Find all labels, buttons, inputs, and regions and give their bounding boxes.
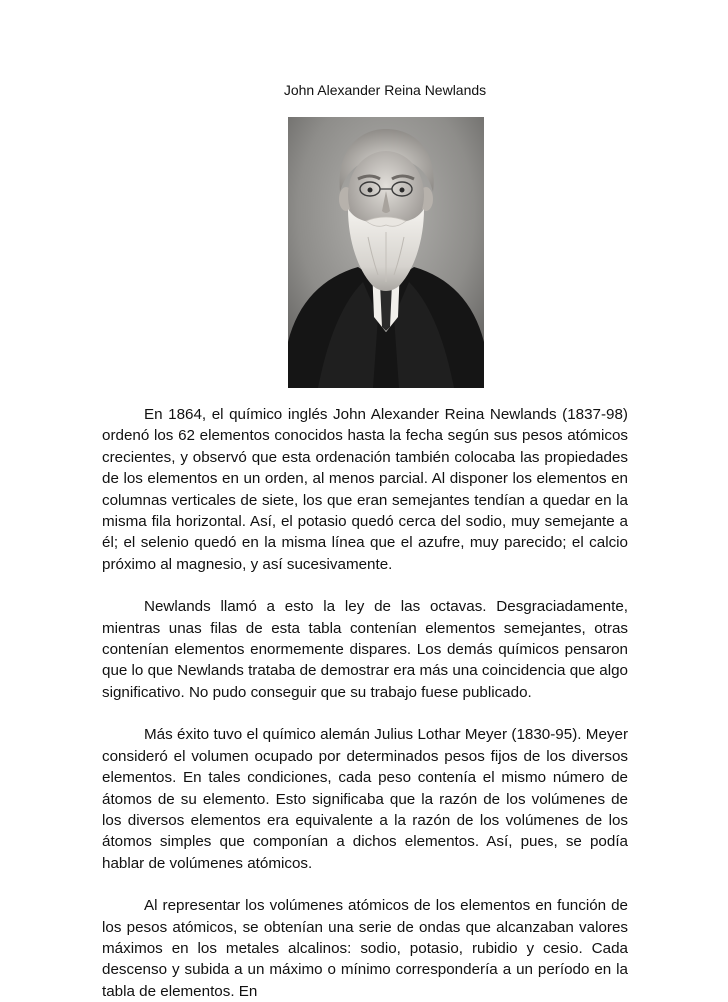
paragraph: Newlands llamó a esto la ley de las octavas. Desgraciadamente, mientras unas filas de esta tabla contenían elementos semejantes, otras contenían elementos enormemente dispares. Los demás químicos pensaron que lo que Newlands trataba de demostrar era más una coincidencia que algo significativo. No pudo conseguir que su trabajo fuese publicado. xyxy=(102,598,628,701)
article-body xyxy=(102,404,628,1002)
paragraph: Más éxito tuvo el químico alemán Julius Lothar Meyer (1830-95). Meyer consideró el volumen ocupado por determinados pesos fijos de los diversos elementos. En tales condiciones, cada peso contenía el mismo número de átomos de su elemento. Esto significaba que la razón de los volúmenes de los diversos elementos era equivalente a la razón de los volúmenes de los átomos simples que componían a dichos elementos. Así, pues, se podía hablar de volúmenes atómicos. xyxy=(102,726,628,872)
page-title: John Alexander Reina Newlands xyxy=(283,82,487,98)
portrait-photo xyxy=(288,117,484,388)
paragraph: Al representar los volúmenes atómicos de los elementos en función de los pesos atómicos, se obtenían una serie de ondas que alcanzaban valores máximos en los metales alcalinos: sodio, potasio, rubidio y cesio. Cada descenso y subida a un máximo o mínimo correspondería a un período en la tabla de elementos. En xyxy=(102,897,628,1000)
portrait-illustration xyxy=(288,117,484,388)
paragraph: En 1864, el químico inglés John Alexander Reina Newlands (1837-98) ordenó los 62 elementos conocidos hasta la fecha según sus pesos atómicos crecientes, y observó que esta ordenación también colocaba las propiedades de los elementos en un orden, al menos parcial. Al disponer los elementos en columnas verticales de siete, los que eran semejantes tendían a quedar en la misma fila horizontal. Así, el potasio quedó cerca del sodio, muy semejante a él; el selenio quedó en la misma línea que el azufre, muy parecido; el calcio próximo al magnesio, y así sucesivamente. xyxy=(102,406,628,573)
